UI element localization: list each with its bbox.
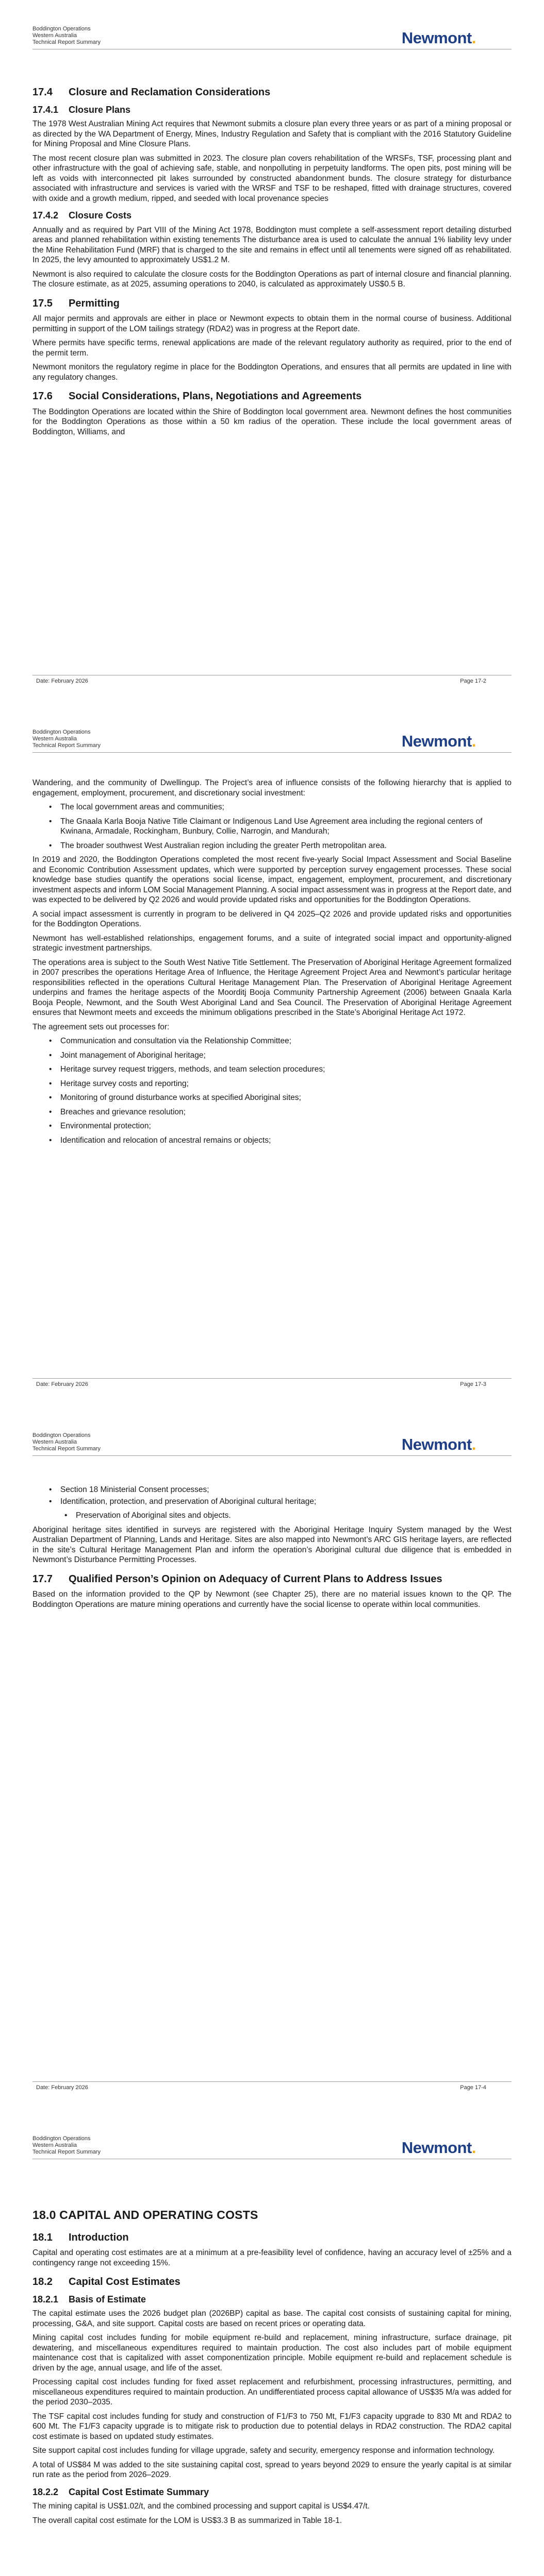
page-number: Page 17-4 bbox=[460, 2084, 486, 2091]
paragraph: The capital estimate uses the 2026 budget plan (2026BP) capital as base. The capital cost consists of sustaining capital for mining, processing, G&A, and site support. Capital costs are based on recent prices or operating data. bbox=[32, 2309, 512, 2328]
list-item: • Monitoring of ground disturbance works at specified Aboriginal sites; bbox=[49, 1093, 512, 1103]
logo-wordmark: Newmont bbox=[401, 1435, 472, 1453]
header-region: Western Australia bbox=[32, 736, 77, 742]
paragraph: Processing capital cost includes funding for fixed asset replacement and refurbishment, processing infrastructures, permitting, and miscellaneous expenditures required to maintain production. An undifferentiated process capital allowance of US$35 M/a was added for the period 2030–2035. bbox=[32, 2378, 512, 2406]
header-company: Boddington Operations bbox=[32, 729, 91, 735]
subsection-heading: 18.2.1 Basis of Estimate bbox=[32, 2294, 146, 2304]
page-content bbox=[32, 1484, 512, 1614]
logo-wordmark: Newmont bbox=[401, 732, 472, 750]
section-heading: 17.6 Social Considerations, Plans, Negotiations and Agreements bbox=[32, 391, 362, 402]
paragraph: The TSF capital cost includes funding for study and construction of F1/F3 to 750 Mt, F1/F3 capacity upgrade to 830 Mt and RDA2 to 600 Mt. The F1/F3 capacity upgrade is to mitigate risk to production due to potential delays in RDA2 construction. The RDA2 capital cost estimate is based on updated study estimates. bbox=[32, 2412, 512, 2441]
logo-dot: . bbox=[471, 732, 476, 750]
chapter-title: 18.0 CAPITAL AND OPERATING COSTS bbox=[32, 2208, 258, 2222]
document-page-3 bbox=[0, 1406, 544, 2110]
list-item: • The Gnaala Karla Booja Native Title Claimant or Indigenous Land Use Agreement area including the regional centers of Kwinana, Armadale, Rockingham, Bunbury, Collie, Narrogin, and Mandurah; bbox=[49, 817, 512, 837]
paragraph: Aboriginal heritage sites identified in surveys are registered with the Aboriginal Heritage Inquiry System managed by the West Australian Department of Planning, Lands and Heritage. Sites are also mapped into Newmont’s ARC GIS heritage layers, are reflected in the site’s Cultural Heritage Management Plan and inform the operation’s Aboriginal cultural due diligence that is embedded in Newmont’s Disturbance Permitting Processes. bbox=[32, 1525, 512, 1564]
section-heading: 18.2 Capital Cost Estimates bbox=[32, 2276, 180, 2287]
list-item: • Joint management of Aboriginal heritage; bbox=[49, 1050, 512, 1061]
section-heading: 18.1 Introduction bbox=[32, 2231, 129, 2243]
paragraph: All major permits and approvals are either in place or Newmont expects to obtain them in the normal course of business. Additional permitting in support of the LOM tailings strategy (RDA2) was in progress at the Report date. bbox=[32, 314, 512, 333]
paragraph: Wandering, and the community of Dwellingup. The Project’s area of influence consists of the following hierarchy that is applied to engagement, employment, procurement, and discretionary social investment: bbox=[32, 778, 512, 798]
list-item: • The local government areas and communities; bbox=[49, 802, 512, 812]
page-header bbox=[32, 26, 101, 46]
header-company: Boddington Operations bbox=[32, 2136, 91, 2142]
paragraph: A social impact assessment is currently in program to be delivered in Q4 2025–Q2 2026 and provide updated risks and opportunities for the Boddington Operations. bbox=[32, 909, 512, 928]
paragraph: Capital and operating cost estimates are at a minimum at a pre-feasibility level of confidence, having an accuracy level of ±25% and a contingency range not exceeding 15%. bbox=[32, 2248, 512, 2267]
paragraph: Newmont is also required to calculate the closure costs for the Boddington Operations as part of internal closure and financial planning. The closure estimate, as at 2025, assuming operations to 2040, is calculated as approximately US$0.5 B. bbox=[32, 269, 512, 289]
logo-dot: . bbox=[471, 29, 476, 47]
header-region: Western Australia bbox=[32, 1439, 77, 1445]
paragraph: The Boddington Operations are located within the Shire of Boddington local government area. Newmont defines the host communities for the Boddington Operations as those within a 50 km radius of the operation. These include the local government areas of Boddington, Williams, and bbox=[32, 407, 512, 436]
page-header bbox=[32, 2136, 101, 2156]
header-region: Western Australia bbox=[32, 2142, 77, 2148]
paragraph: In 2019 and 2020, the Boddington Operations completed the most recent five-yearly Social Impact Assessment and Social Baseline and Economic Contribution Assessment updates, which were supported by perception survey engagement processes. These social knowledge base studies quantify the operations social license, impact, engagement, employment, procurement, and discretionary investment aspects and inform LOM Social Management Planning. A social impact assessment was in progress at the Report date, and was expected to be delivered by Q2 2026 and would provide updated risks and opportunities for the Boddington Operations. bbox=[32, 855, 512, 904]
document-page-4 bbox=[0, 2110, 544, 2576]
header-divider bbox=[32, 752, 512, 753]
list-item: • Environmental protection; bbox=[49, 1121, 512, 1131]
paragraph: The agreement sets out processes for: bbox=[32, 1022, 170, 1031]
paragraph: The overall capital cost estimate for the LOM is US$3.3 B as summarized in Table 18-1. bbox=[32, 2516, 342, 2525]
page-number: Page 17-3 bbox=[460, 1381, 486, 1387]
section-heading: 17.4 Closure and Reclamation Considerations bbox=[32, 87, 271, 98]
footer-divider bbox=[32, 1378, 512, 1379]
page-number: Page 17-2 bbox=[460, 678, 486, 684]
list-item: • Heritage survey request triggers, methods, and team selection procedures; bbox=[49, 1064, 512, 1075]
footer-date: Date: February 2026 bbox=[36, 1381, 88, 1387]
page-header bbox=[32, 729, 101, 749]
newmont-logo bbox=[402, 732, 476, 749]
logo-dot: . bbox=[471, 1435, 476, 1453]
logo-wordmark: Newmont bbox=[401, 2139, 472, 2157]
bullet-list bbox=[32, 802, 512, 851]
paragraph: Newmont monitors the regulatory regime in place for the Boddington Operations, and ensures that all permits are updated in line with any regulatory changes. bbox=[32, 363, 512, 382]
paragraph: Annually and as required by Part VIII of the Mining Act 1978, Boddington must complete a self-assessment report detailing disturbed areas and planned rehabilitation within existing tenements The disturbance area is used to calculate the annual 1% liability levy under the Mine Rehabilitation Fund (MRF) that is charged to the site and remains in effect until all tenements were signed off as rehabilitated. In 2025, the levy amounted to approximately US$1.2 M. bbox=[32, 225, 512, 264]
page-content bbox=[32, 88, 512, 441]
header-divider bbox=[32, 1455, 512, 1456]
list-item: • Section 18 Ministerial Consent processes; bbox=[49, 1485, 512, 1495]
section-heading: 17.5 Permitting bbox=[32, 297, 120, 309]
list-item: • Preservation of Aboriginal sites and objects. bbox=[64, 1511, 512, 1521]
page-header bbox=[32, 1432, 101, 1452]
footer-date: Date: February 2026 bbox=[36, 2084, 88, 2091]
list-item: • Identification and relocation of ancestral remains or objects; bbox=[49, 1136, 512, 1146]
subsection-heading: 18.2.2 Capital Cost Estimate Summary bbox=[32, 2486, 209, 2497]
bullet-list bbox=[32, 1036, 512, 1145]
paragraph: The mining capital is US$1.02/t, and the combined processing and support capital is US$4.47/t. bbox=[32, 2502, 370, 2511]
footer-date: Date: February 2026 bbox=[36, 678, 88, 684]
logo-dot: . bbox=[471, 2139, 476, 2157]
subsection-heading: 17.4.2 Closure Costs bbox=[32, 210, 132, 221]
paragraph: The most recent closure plan was submitted in 2023. The closure plan covers rehabilitation of the WRSFs, TSF, processing plant and other infrastructure with the goal of achieving safe, stable, and nonpolluting in perpetuity landforms. The open pits, post mining will be left as voids with interconnected pit lakes surrounded by constructed abandonment bunds. The closure strategy for disturbance associated with infrastructure and services is varied with the WRSF and TSF to be reshaped, fitted with drainage structures, covered with oxide and a growth medium, ripped, and seeded with local provenance species bbox=[32, 154, 512, 203]
footer-divider bbox=[32, 2081, 512, 2082]
newmont-logo bbox=[402, 28, 476, 46]
document-page-1 bbox=[0, 0, 544, 703]
list-item: • The broader southwest West Australian region including the greater Perth metropolitan area. bbox=[49, 841, 512, 851]
paragraph: A total of US$84 M was added to the site sustaining capital cost, spread to years beyond 2029 to ensure the yearly capital is at similar run rate as the period from 2026–2029. bbox=[32, 2460, 512, 2479]
paragraph: Newmont has well-established relationships, engagement forums, and a suite of integrated social impact and opportunity-aligned strategic investment partnerships. bbox=[32, 934, 512, 953]
header-doc-title: Technical Report Summary bbox=[32, 39, 101, 45]
logo-wordmark: Newmont bbox=[401, 29, 472, 47]
paragraph: Based on the information provided to the QP by Newmont (see Chapter 25), there are no material issues known to the QP. The Boddington Operations are mature mining operations and currently have the social license to operate within local communities. bbox=[32, 1590, 512, 1609]
section-heading: 17.7 Qualified Person’s Opinion on Adequacy of Current Plans to Address Issues bbox=[32, 1573, 442, 1585]
header-company: Boddington Operations bbox=[32, 26, 91, 32]
subsection-heading: 17.4.1 Closure Plans bbox=[32, 104, 131, 115]
paragraph: Where permits have specific terms, renewal applications are made of the relevant regulatory authority as required, prior to the end of the permit term. bbox=[32, 338, 512, 358]
newmont-logo bbox=[402, 2138, 476, 2156]
paragraph: The operations area is subject to the South West Native Title Settlement. The Preservation of Aboriginal Heritage Agreement formalized in 2007 prescribes the operations Heritage Area of Influence, the Heritage Agreement Project Area and Newmont’s particular heritage responsibilities reflected in the operations Cultural Heritage Management Plan. The Preservation of Aboriginal Heritage Agreement underpins and frames the heritage aspects of the Moorditj Booja Community Partnership Agreement (2006) between Gnaala Karla Booja People, Newmont, and the South West Aboriginal Land and Sea Council. The Preservation of Aboriginal Heritage Agreement ensures that Newmont meets and exceeds the minimum obligations prescribed in the State’s Aboriginal Heritage Act 1972. bbox=[32, 958, 512, 1017]
header-company: Boddington Operations bbox=[32, 1432, 91, 1438]
list-item: • Breaches and grievance resolution; bbox=[49, 1107, 512, 1117]
bullet-list bbox=[32, 1485, 512, 1506]
header-doc-title: Technical Report Summary bbox=[32, 1446, 101, 1452]
paragraph: Mining capital cost includes funding for mobile equipment re-build and replacement, mining infrastructure, surface drainage, pit dewatering, and miscellaneous expenditures required to maintain production. The cost also includes part of mobile equipment maintenance cost that is capitalized with asset componentization principle. Mobile equipment re-build and replacement schedule is driven by the age, annual usage, and life of the asset. bbox=[32, 2333, 512, 2372]
header-region: Western Australia bbox=[32, 32, 77, 39]
header-doc-title: Technical Report Summary bbox=[32, 2149, 101, 2155]
header-doc-title: Technical Report Summary bbox=[32, 742, 101, 749]
list-item: • Identification, protection, and preservation of Aboriginal cultural heritage; bbox=[49, 1497, 512, 1507]
bullet-list-nested bbox=[32, 1511, 512, 1521]
list-item: • Heritage survey costs and reporting; bbox=[49, 1079, 512, 1089]
document-page-2 bbox=[0, 703, 544, 1406]
page-content bbox=[32, 2210, 512, 2530]
newmont-logo bbox=[402, 1435, 476, 1452]
paragraph: Site support capital cost includes funding for village upgrade, safety and security, emergency response and information technology. bbox=[32, 2446, 495, 2455]
page-content bbox=[32, 778, 512, 1149]
list-item: • Communication and consultation via the Relationship Committee; bbox=[49, 1036, 512, 1046]
paragraph: The 1978 West Australian Mining Act requires that Newmont submits a closure plan every three years or as part of a mining proposal or as directed by the WA Department of Energy, Mines, Industry Regulation and Safety that is compliant with the 2016 Statutory Guideline for Mining Proposal and Mine Closure Plans. bbox=[32, 120, 512, 148]
